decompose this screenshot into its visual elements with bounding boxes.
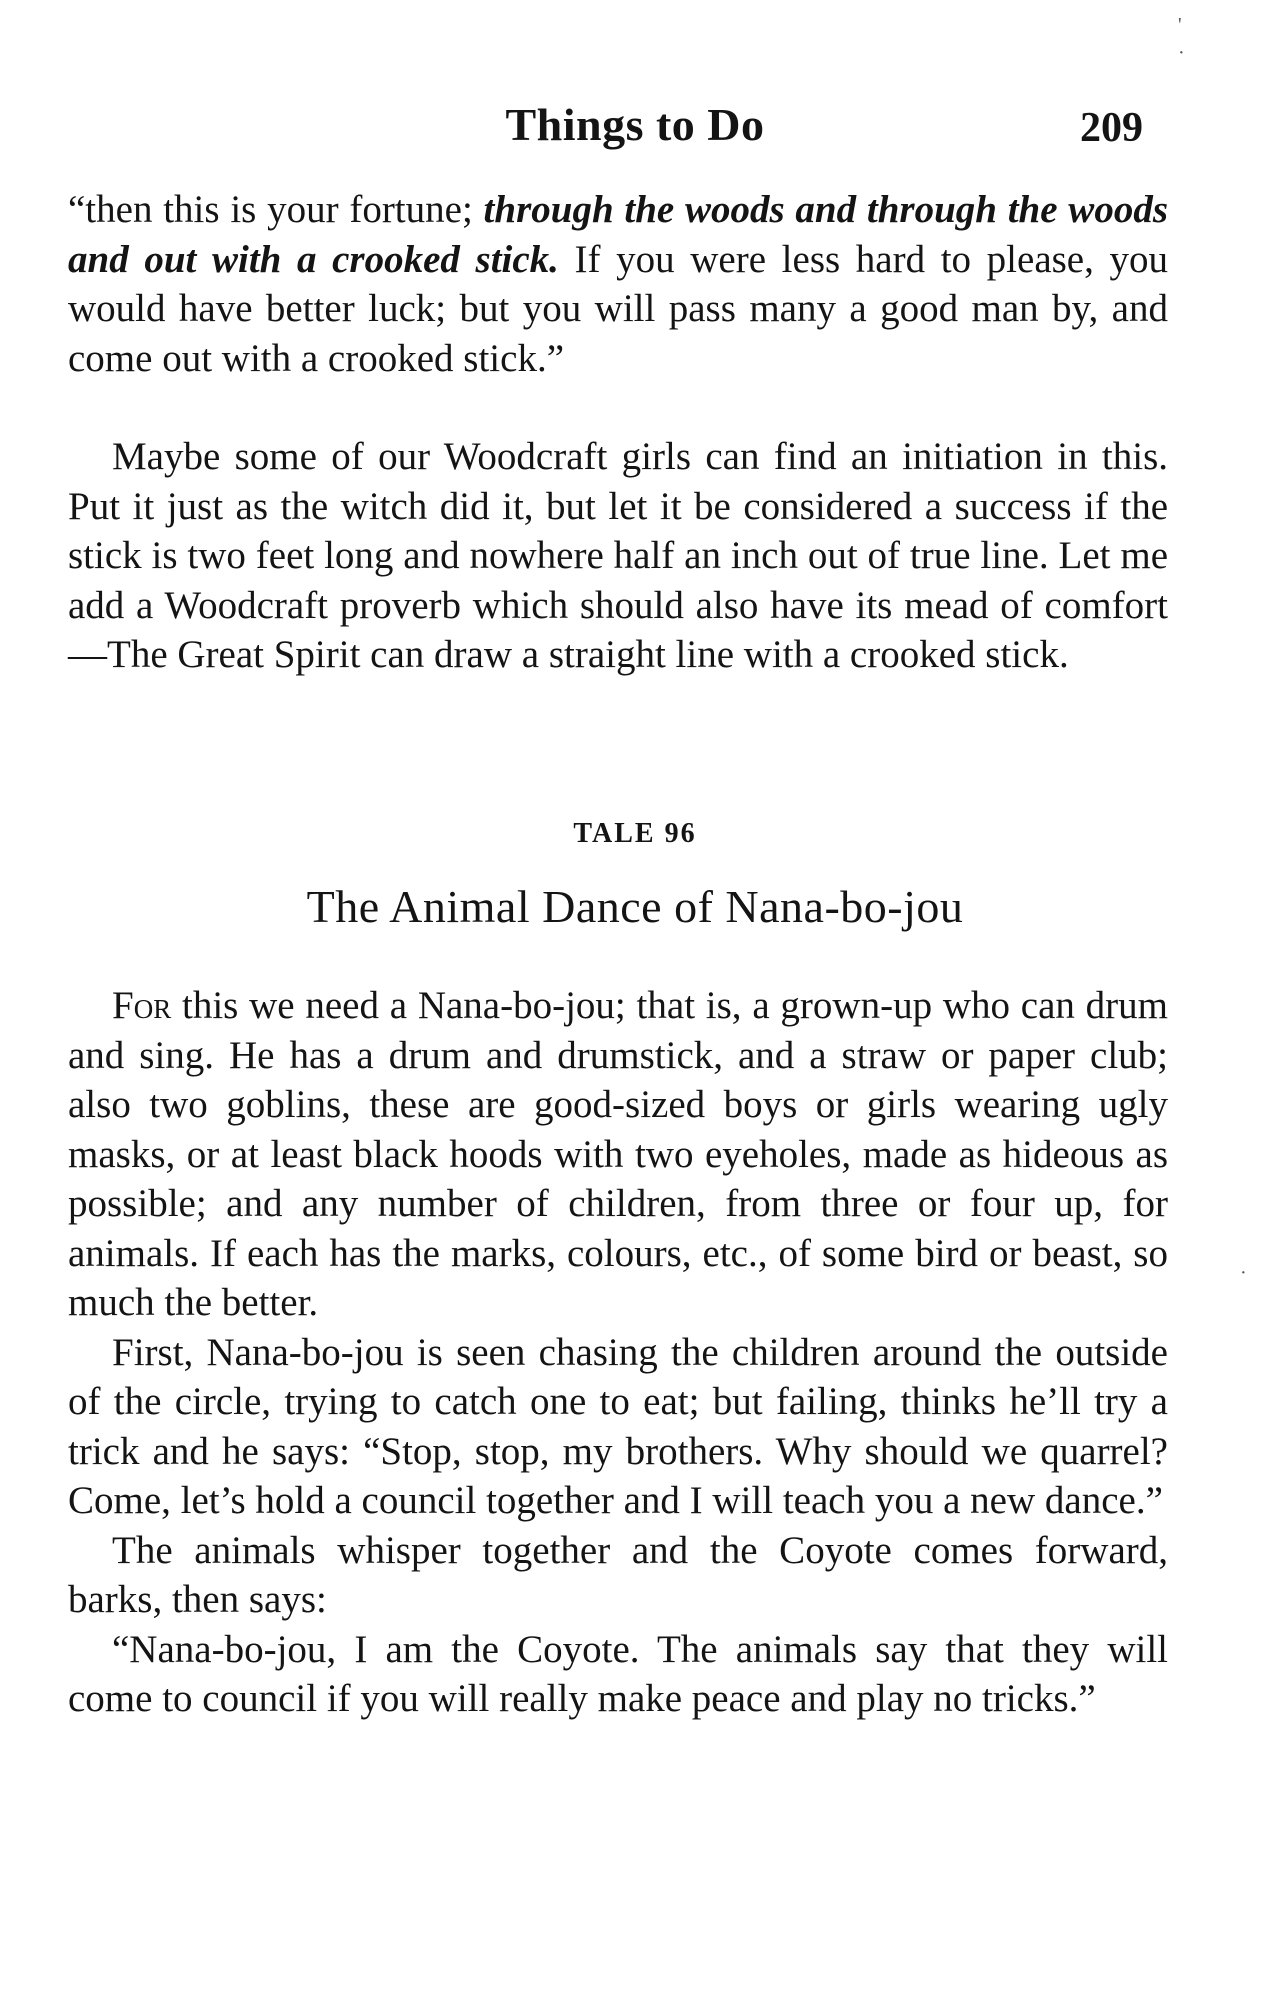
italic-phrase: through the woods and through the woods and out with a crooked stick. <box>68 188 1168 281</box>
tale-number: TALE 96 <box>573 818 697 849</box>
page-number: 209 <box>1080 105 1143 151</box>
tale-paragraph-3: The animals whisper together and the Coyote comes forward, barks, then says: <box>68 1528 1168 1621</box>
tale-body <box>68 981 1168 1724</box>
paragraph-lead-word: For <box>112 984 172 1027</box>
tale-paragraph-2: First, Nana-bo-jou is seen chasing the children around the outside of the circle, trying to catch one to eat; but failing, thinks he’ll try a trick and he says: “Stop, stop, my brothers. Why should we quarrel? Come, let’s hold a council together and I will teach you a new dance.” <box>68 1330 1168 1522</box>
quote-lead: “then this is your fortune; <box>68 188 484 231</box>
tale-paragraph-4: “Nana-bo-jou, I am the Coyote. The animals say that they will come to council if you will really make peace and play no tricks.” <box>68 1627 1168 1720</box>
paragraph-1-text: this we need a Nana-bo-jou; that is, a grown-up who can drum and sing. He has a drum and drumstick, and a straw or paper club; also two goblins, these are good-sized boys or girls wearing ugly masks, or at least black hoods with two eyeholes, made as hideous as possible; and any number of children, from three or four up, for animals. If each has the marks, colours, etc., of some bird or beast, so much the better. <box>68 984 1168 1324</box>
quote-rest: If you were less hard to please, you would have better luck; but you will pass many a good man by, and come out with a crooked stick.” <box>68 237 1168 380</box>
running-header-title: Things to Do <box>505 99 765 150</box>
opening-paragraph <box>68 185 1168 383</box>
scan-speck: · <box>1178 42 1185 64</box>
woodcraft-paragraph <box>68 432 1168 680</box>
tale-paragraph-1 <box>68 981 1168 1328</box>
scan-speck: ' <box>1178 14 1182 36</box>
scan-speck: · <box>1240 1262 1247 1284</box>
tale-title: The Animal Dance of Nana-bo-jou <box>306 881 964 932</box>
woodcraft-text: Maybe some of our Woodcraft girls can find an initiation in this. Put it just as the witch did it, but let it be considered a success if the stick is two feet long and nowhere half an inch out of true line. Let me add a Woodcraft proverb which should also have its mead of comfort—The Great Spirit can draw a straight line with a crooked stick. <box>68 435 1168 676</box>
